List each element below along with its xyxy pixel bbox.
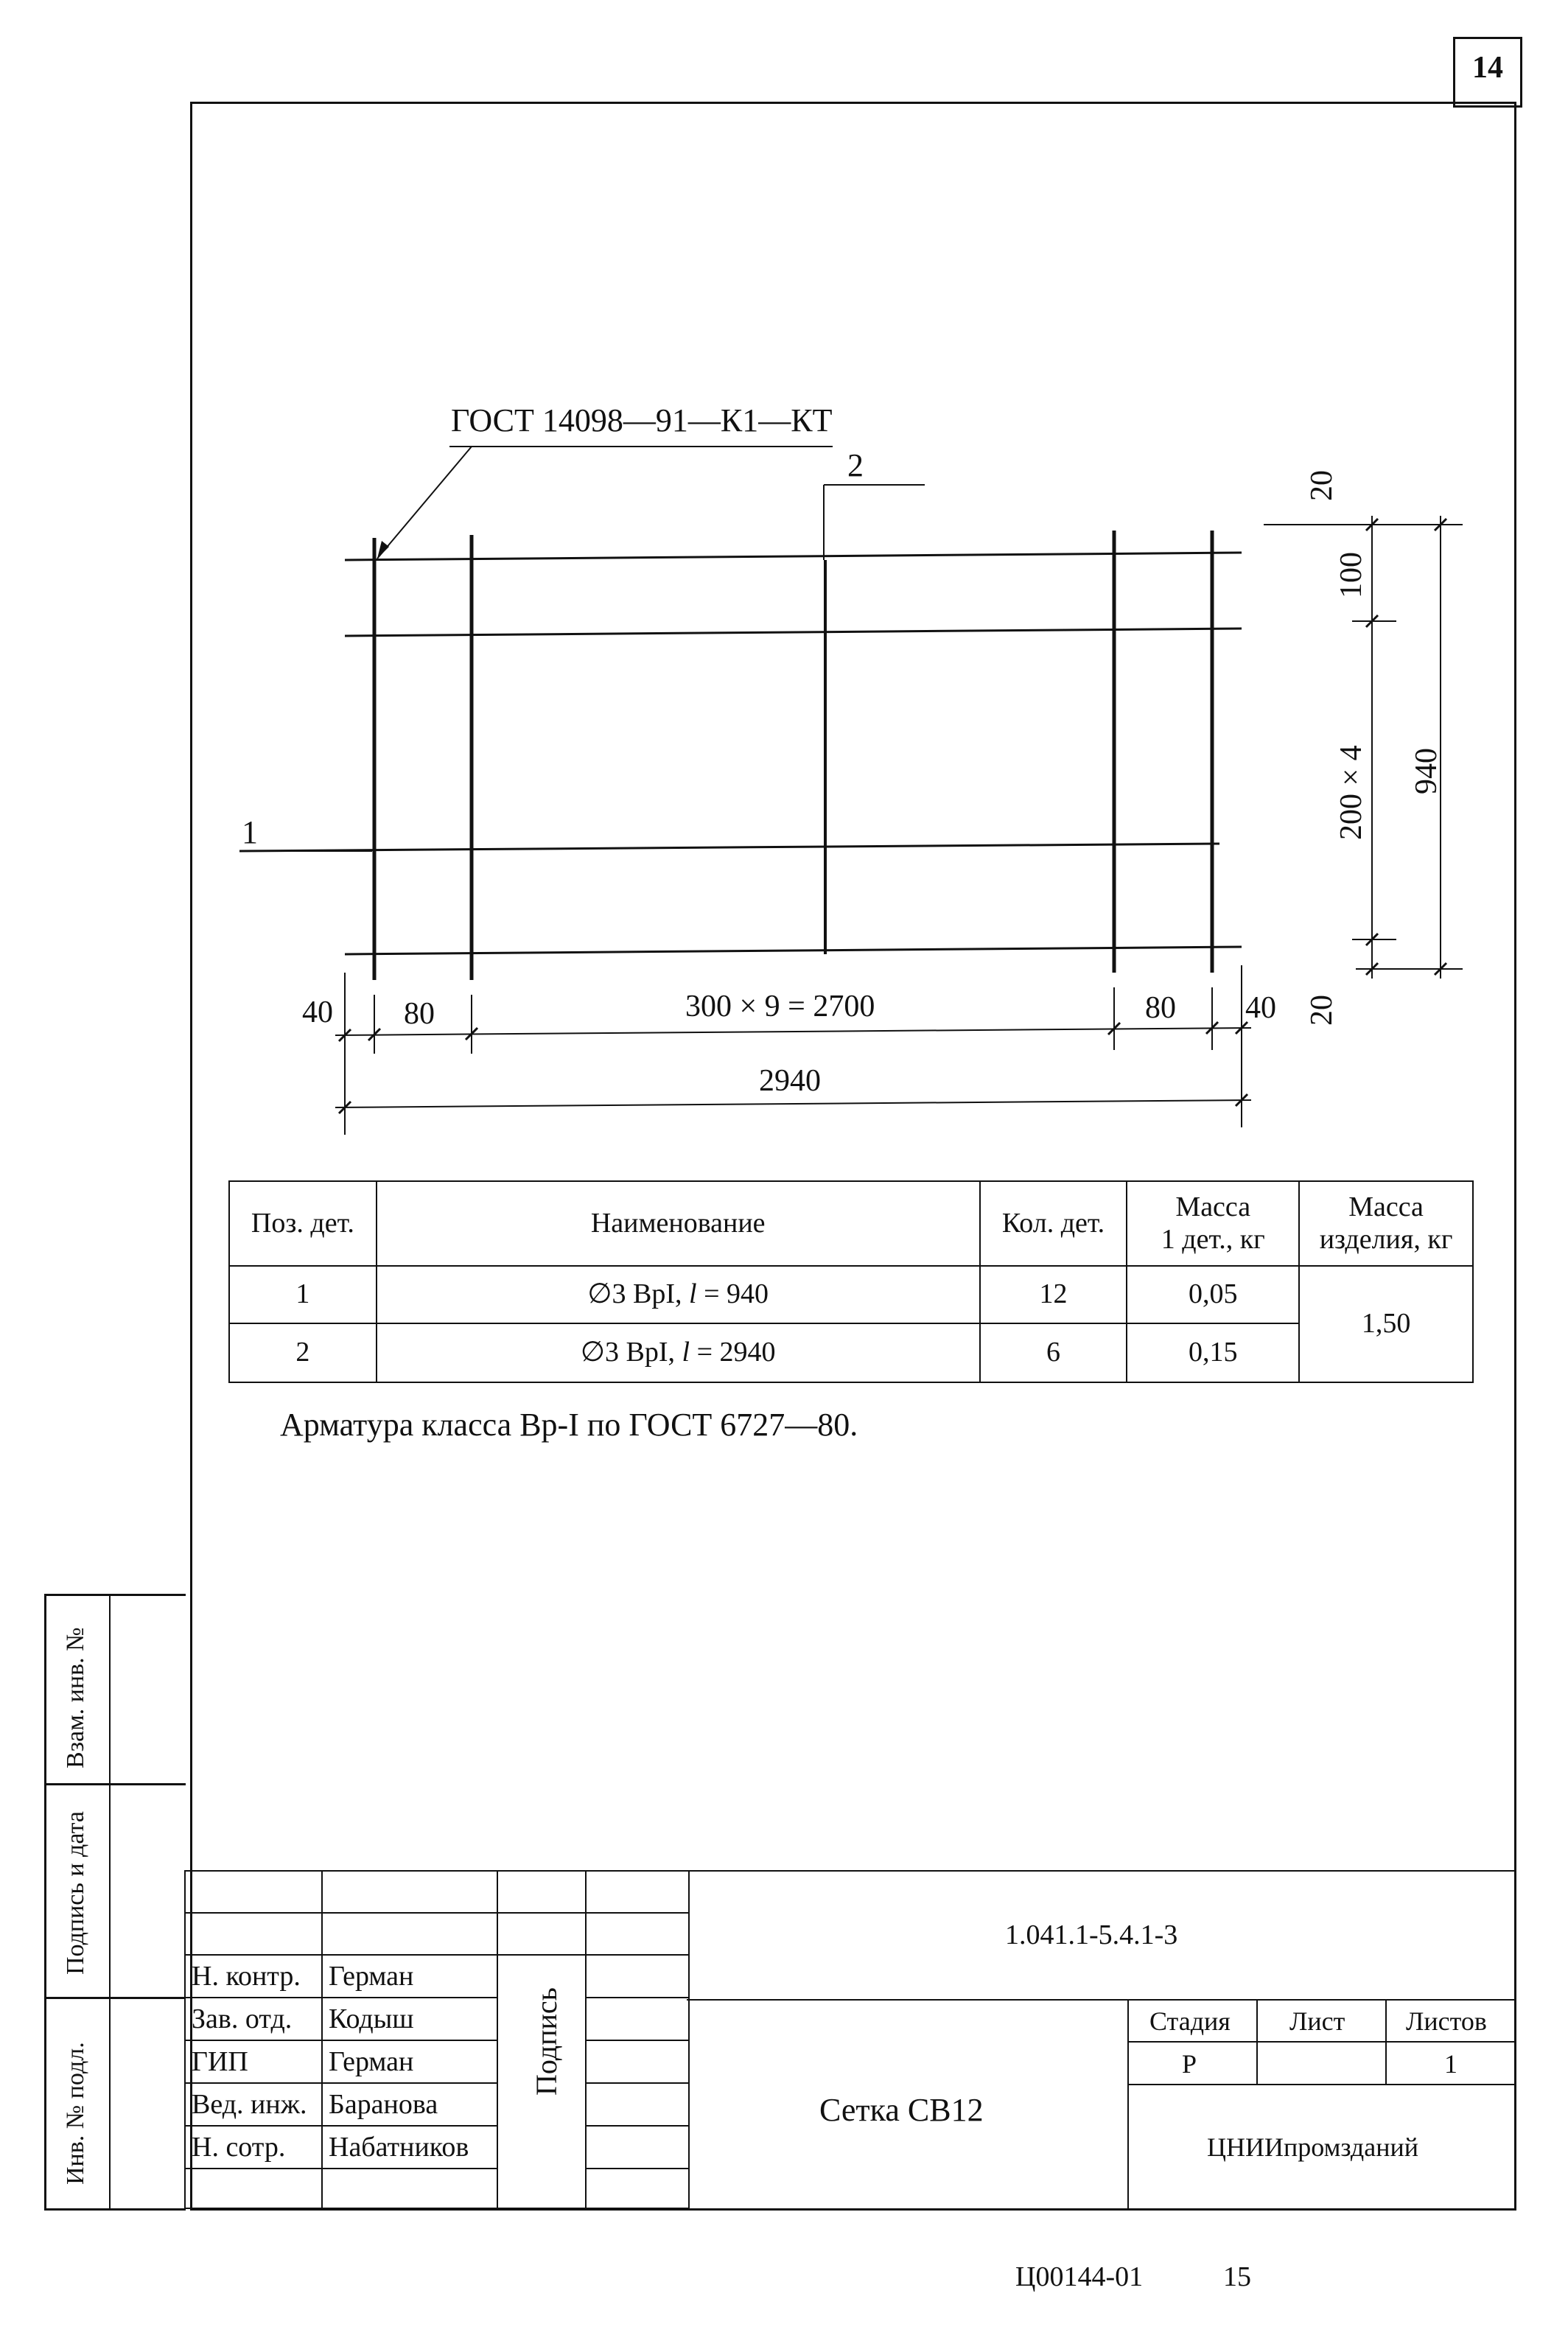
row-name: ∅3 ВрI, l = 940 <box>377 1266 980 1323</box>
header-mass-one-line2: 1 дет., кг <box>1161 1223 1265 1255</box>
dim-100: 100 <box>1334 552 1368 598</box>
row-pos: 1 <box>229 1266 377 1323</box>
dim-80-left: 80 <box>404 997 435 1031</box>
gost-weld-label: ГОСТ 14098—91—К1—КТ <box>451 402 833 438</box>
side-inv-podl: Инв. № подл. <box>62 2042 89 2185</box>
organization-name: ЦНИИпромзданий <box>1207 2132 1419 2162</box>
document-code: 1.041.1-5.4.1-3 <box>1005 1919 1178 1950</box>
side-vzam-inv: Взам. инв. № <box>62 1627 89 1768</box>
title-block-divider <box>1256 1999 1258 2084</box>
role-label: Вед. инж. <box>185 2083 322 2126</box>
table-row <box>229 1266 1473 1323</box>
sheets-label: Листов <box>1406 2006 1487 2036</box>
sheets-value: 1 <box>1444 2049 1457 2079</box>
specification-table <box>228 1180 1474 1383</box>
header-qty: Кол. дет. <box>980 1181 1127 1266</box>
title-block-divider <box>1127 1999 1129 2211</box>
header-mass-one <box>1127 1181 1299 1266</box>
side-podpis-data: Подпись и дата <box>62 1811 89 1975</box>
position-1-label: 1 <box>242 814 258 850</box>
side-stamp-divider <box>44 1997 186 1999</box>
title-block-divider <box>1127 2041 1516 2043</box>
dim-20-top: 20 <box>1305 470 1339 501</box>
dim-80-right: 80 <box>1145 991 1176 1025</box>
name-value: Набатников <box>322 2126 497 2169</box>
name-value: Кодыш <box>322 1998 497 2040</box>
dim-main-span: 300 × 9 = 2700 <box>685 990 875 1023</box>
row-qty: 12 <box>980 1266 1127 1323</box>
sheet-number: 14 <box>1472 51 1503 85</box>
title-block-divider <box>687 1999 1516 2001</box>
header-pos: Поз. дет. <box>229 1181 377 1266</box>
dim-20-bottom: 20 <box>1305 995 1339 1026</box>
stage-label: Стадия <box>1149 2006 1231 2036</box>
sheet-label: Лист <box>1289 2006 1345 2036</box>
stage-value: Р <box>1182 2049 1197 2079</box>
title-block-left <box>184 1870 690 2209</box>
name-value: Герман <box>322 2040 497 2083</box>
role-label: Н. сотр. <box>185 2126 322 2169</box>
row-mass: 0,15 <box>1127 1323 1299 1382</box>
row-name: ∅3 ВрI, l = 2940 <box>377 1323 980 1382</box>
title-block-divider <box>1127 2084 1516 2085</box>
name-value: Баранова <box>322 2083 497 2126</box>
row-qty: 6 <box>980 1323 1127 1382</box>
dim-200x4: 200 × 4 <box>1334 745 1368 840</box>
role-label: Н. контр. <box>185 1955 322 1998</box>
header-name: Наименование <box>377 1181 980 1266</box>
role-label: ГИП <box>185 2040 322 2083</box>
name-value: Герман <box>322 1955 497 1998</box>
dim-40-right: 40 <box>1245 991 1276 1025</box>
dim-940: 940 <box>1410 748 1443 794</box>
header-mass-total-line2: изделия, кг <box>1319 1223 1453 1255</box>
total-mass: 1,50 <box>1299 1266 1473 1382</box>
side-stamp-divider <box>109 1594 111 2211</box>
dim-total-length: 2940 <box>759 1064 821 1098</box>
dim-40-left: 40 <box>302 995 333 1029</box>
row-pos: 2 <box>229 1323 377 1382</box>
page-number: 15 <box>1223 2261 1251 2292</box>
position-2-label: 2 <box>847 447 864 483</box>
note-text: Арматура класса Вр-I по ГОСТ 6727—80. <box>280 1407 858 1443</box>
signature-label: Подпись <box>530 1987 563 2096</box>
header-mass-total-line1: Масса <box>1348 1191 1424 1222</box>
title-block-divider <box>1385 1999 1387 2084</box>
archive-code: Ц00144-01 <box>1015 2261 1144 2292</box>
role-label: Зав. отд. <box>185 1998 322 2040</box>
side-stamp-divider <box>44 1783 186 1785</box>
header-mass-total <box>1299 1181 1473 1266</box>
product-name: Сетка СВ12 <box>819 2092 984 2128</box>
header-mass-one-line1: Масса <box>1175 1191 1251 1222</box>
row-mass: 0,05 <box>1127 1266 1299 1323</box>
table-row <box>229 1323 1473 1382</box>
